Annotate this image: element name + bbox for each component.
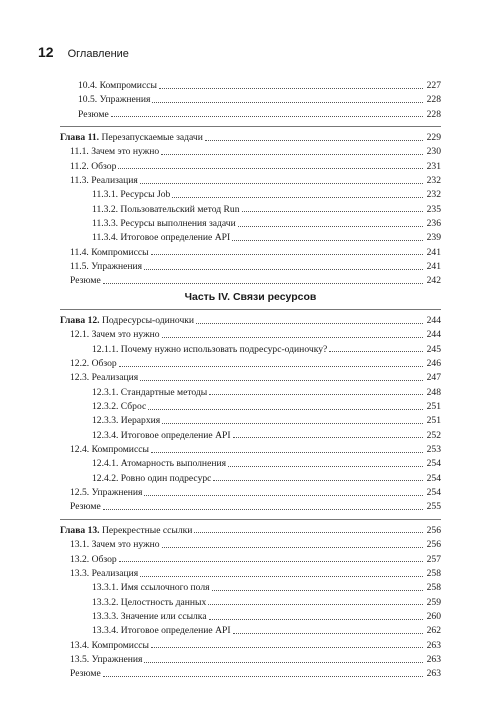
toc-entry-label: 13.3.4. Итоговое определение API (92, 625, 231, 637)
toc-chapter-entry[interactable] (60, 524, 441, 538)
toc-page-number: 244 (426, 315, 441, 326)
toc-entry[interactable] (60, 567, 441, 581)
toc-entry[interactable] (60, 160, 441, 174)
chapter-divider (60, 126, 441, 127)
toc-page-number: 251 (426, 415, 441, 427)
toc-entry[interactable] (60, 231, 441, 245)
dot-leader (144, 269, 423, 270)
dot-leader (209, 394, 423, 395)
toc-entry-label: 10.5. Упражнения (78, 94, 151, 106)
toc-entry[interactable] (60, 246, 441, 260)
toc-page-number: 229 (426, 132, 441, 144)
chapter-number: Глава 11. (60, 132, 100, 144)
toc-entry[interactable] (60, 581, 441, 595)
toc-page-number: 235 (426, 203, 441, 215)
toc-chapter-entry[interactable] (60, 314, 441, 328)
toc-entry[interactable] (60, 188, 441, 202)
toc-entry[interactable] (60, 429, 441, 443)
toc-page-number: 256 (426, 539, 441, 551)
toc-entry-label: 10.4. Компромиссы (78, 80, 157, 91)
toc-entry[interactable] (60, 328, 441, 342)
dot-leader (238, 226, 423, 227)
toc-entry[interactable] (60, 108, 441, 122)
toc-page-number: 247 (426, 372, 441, 384)
toc-page-number: 252 (426, 429, 441, 441)
dot-leader (208, 604, 423, 605)
toc-entry-label: 13.4. Компромиссы (70, 639, 149, 651)
dot-leader (232, 240, 423, 241)
dot-leader (151, 452, 423, 453)
toc-entry-label: 11.5. Упражнения (70, 261, 143, 273)
toc-page-number: 258 (426, 582, 441, 594)
toc-entry-label: 13.2. Обзор (70, 553, 117, 565)
toc-entry-label: 11.3.1. Ресурсы Job (92, 189, 171, 201)
dot-leader (148, 409, 423, 410)
dot-leader (140, 576, 423, 577)
toc-page-number: 254 (426, 458, 441, 470)
toc-entry-label: 11.3. Реализация (70, 175, 138, 187)
dot-leader (144, 495, 423, 496)
toc-entry[interactable] (60, 93, 441, 107)
toc-entry[interactable] (60, 500, 441, 514)
toc-entry-label: 11.2. Обзор (70, 160, 117, 172)
toc-entry-label: 11.3.3. Ресурсы выполнения задачи (92, 218, 236, 230)
dot-leader (111, 116, 423, 117)
dot-leader (103, 676, 423, 677)
toc-entry-label: 12.1. Зачем это нужно (70, 329, 160, 341)
toc-page-number: 251 (426, 401, 441, 413)
toc-entry[interactable] (60, 610, 441, 624)
dot-leader (213, 480, 423, 481)
dot-leader (103, 509, 423, 510)
toc-block-chapter-12-13 (60, 305, 441, 682)
toc-page-number: 263 (426, 668, 441, 680)
dot-leader (140, 183, 423, 184)
toc-entry[interactable] (60, 203, 441, 217)
dot-leader (209, 619, 423, 620)
dot-leader (228, 466, 423, 467)
toc-entry-label: 13.3. Реализация (70, 567, 139, 579)
toc-page-number: 241 (426, 261, 441, 273)
dot-leader (212, 590, 423, 591)
toc-entry[interactable] (60, 357, 441, 371)
toc-entry-label: 12.5. Упражнения (70, 487, 143, 499)
toc-entry-label: 13.3.2. Целостность данных (92, 596, 207, 608)
toc-page-number: 232 (426, 189, 441, 201)
toc-entry[interactable] (60, 343, 441, 357)
toc-entry-label: Резюме (78, 108, 109, 120)
toc-entry-label: Резюме (70, 668, 101, 680)
toc-entry-label: 12.3. Реализация (70, 372, 139, 384)
toc-entry-label: 11.1. Зачем это нужно (70, 146, 160, 158)
toc-entry-label (60, 131, 203, 145)
dot-leader (152, 102, 423, 103)
toc-page-number: 230 (426, 146, 441, 158)
toc-entry[interactable] (60, 145, 441, 159)
toc-entry-label: 13.3.3. Значение или ссылка (92, 610, 207, 622)
toc-entry[interactable] (60, 400, 441, 414)
page-number: 12 (38, 44, 54, 60)
toc-entry-label: Резюме (70, 501, 101, 513)
toc-page-number: 228 (426, 94, 441, 106)
dot-leader (329, 351, 423, 352)
dot-leader (144, 662, 423, 663)
toc-page-number: 263 (426, 639, 441, 651)
toc-chapter-entry[interactable] (60, 131, 441, 145)
toc-entry[interactable] (60, 639, 441, 653)
toc-page-number: 248 (426, 386, 441, 398)
toc-page-number: 254 (426, 472, 441, 484)
chapter-divider (60, 309, 441, 310)
toc-page-number: 259 (426, 596, 441, 608)
toc-entry[interactable] (60, 472, 441, 486)
part-title: Часть IV. Связи ресурсов (184, 291, 317, 303)
dot-leader (233, 633, 423, 634)
toc-entry[interactable] (60, 486, 441, 500)
toc-entry-label: 12.4. Компромиссы (70, 444, 149, 456)
toc-block-chapter-10-11 (60, 79, 441, 289)
chapter-number: Глава 13. (60, 524, 100, 536)
toc-entry-label: 13.1. Зачем это нужно (70, 539, 160, 551)
toc-entry-label: 13.5. Упражнения (70, 653, 143, 665)
toc-page-number: 239 (426, 232, 441, 244)
toc-page-number: 254 (426, 487, 441, 499)
toc-entry[interactable] (60, 596, 441, 610)
dot-leader (194, 532, 423, 533)
toc-entry-label: 12.1.1. Почему нужно использовать подресурс-одиночку? (92, 343, 328, 355)
toc-entry-label: 12.3.1. Стандартные методы (92, 386, 208, 398)
toc-entry[interactable] (60, 371, 441, 385)
toc-page-number: 227 (426, 80, 441, 91)
toc-entry[interactable] (60, 624, 441, 638)
running-title: Оглавление (67, 48, 129, 60)
dot-leader (172, 197, 423, 198)
toc-page-number: 257 (426, 553, 441, 565)
chapter-title: Перекрестные ссылки (101, 524, 193, 536)
dot-leader (119, 561, 423, 562)
toc-entry-label (60, 314, 194, 328)
toc-page-number: 262 (426, 625, 441, 637)
toc-entry[interactable] (60, 553, 441, 567)
toc-page-number: 263 (426, 653, 441, 665)
toc-entry[interactable] (60, 174, 441, 188)
toc-entry-label: 11.3.2. Пользовательский метод Run (92, 203, 240, 215)
toc-entry[interactable] (60, 386, 441, 400)
toc-page-number: 244 (426, 329, 441, 341)
toc-page-number: 253 (426, 444, 441, 456)
toc-entry[interactable] (60, 217, 441, 231)
toc-entry-label: 13.3.1. Имя ссылочного поля (92, 582, 210, 594)
toc-entry[interactable] (60, 414, 441, 428)
dot-leader (162, 547, 423, 548)
chapter-title: Подресурсы-одиночки (101, 315, 195, 326)
toc-page-number: 246 (426, 358, 441, 370)
toc-entry[interactable] (60, 79, 441, 93)
toc-entry[interactable] (60, 653, 441, 667)
toc-entry[interactable] (60, 457, 441, 471)
chapter-title: Перезапускаемые задачи (101, 132, 203, 144)
toc-page-number: 228 (426, 108, 441, 120)
toc-entry-label: Резюме (70, 275, 101, 287)
toc-entry-label (60, 524, 192, 538)
toc-entry-label: 12.4.2. Ровно один подресурс (92, 472, 212, 484)
dot-leader (242, 211, 423, 212)
chapter-divider (60, 519, 441, 520)
toc-entry-label: 12.3.4. Итоговое определение API (92, 429, 231, 441)
dot-leader (140, 380, 423, 381)
toc-page-number: 241 (426, 246, 441, 258)
toc-entry-label: 12.3.2. Сброс (92, 401, 147, 413)
dot-leader (159, 88, 423, 89)
toc-entry-label: 12.2. Обзор (70, 358, 117, 370)
dot-leader (151, 254, 423, 255)
dot-leader (205, 140, 423, 141)
toc-page-number: 258 (426, 567, 441, 579)
toc-page-number: 260 (426, 610, 441, 622)
dot-leader (151, 647, 423, 648)
dot-leader (119, 366, 423, 367)
toc-page-number: 245 (426, 343, 441, 355)
toc-entry[interactable] (60, 443, 441, 457)
dot-leader (196, 323, 423, 324)
dot-leader (118, 168, 423, 169)
toc-entry-label: 12.3.3. Иерархия (92, 415, 161, 427)
dot-leader (161, 154, 423, 155)
toc-page-number: 231 (426, 160, 441, 172)
dot-leader (162, 423, 423, 424)
toc-entry-label: 11.4. Компромиссы (70, 246, 149, 258)
toc-entry[interactable] (60, 260, 441, 274)
page-header (38, 44, 129, 60)
toc-entry[interactable] (60, 538, 441, 552)
toc-page-number: 242 (426, 275, 441, 287)
toc-page-number: 236 (426, 218, 441, 230)
chapter-number: Глава 12. (60, 315, 100, 326)
toc-entry[interactable] (60, 667, 441, 681)
toc-part-heading (60, 280, 441, 308)
toc-page-number: 256 (426, 524, 441, 536)
toc-entry-label: 12.4.1. Атомарность выполнения (92, 458, 227, 470)
toc-entry-label: 11.3.4. Итоговое определение API (92, 232, 231, 244)
toc-page-number: 255 (426, 501, 441, 513)
toc-page-number: 232 (426, 175, 441, 187)
dot-leader (162, 337, 423, 338)
dot-leader (233, 437, 423, 438)
